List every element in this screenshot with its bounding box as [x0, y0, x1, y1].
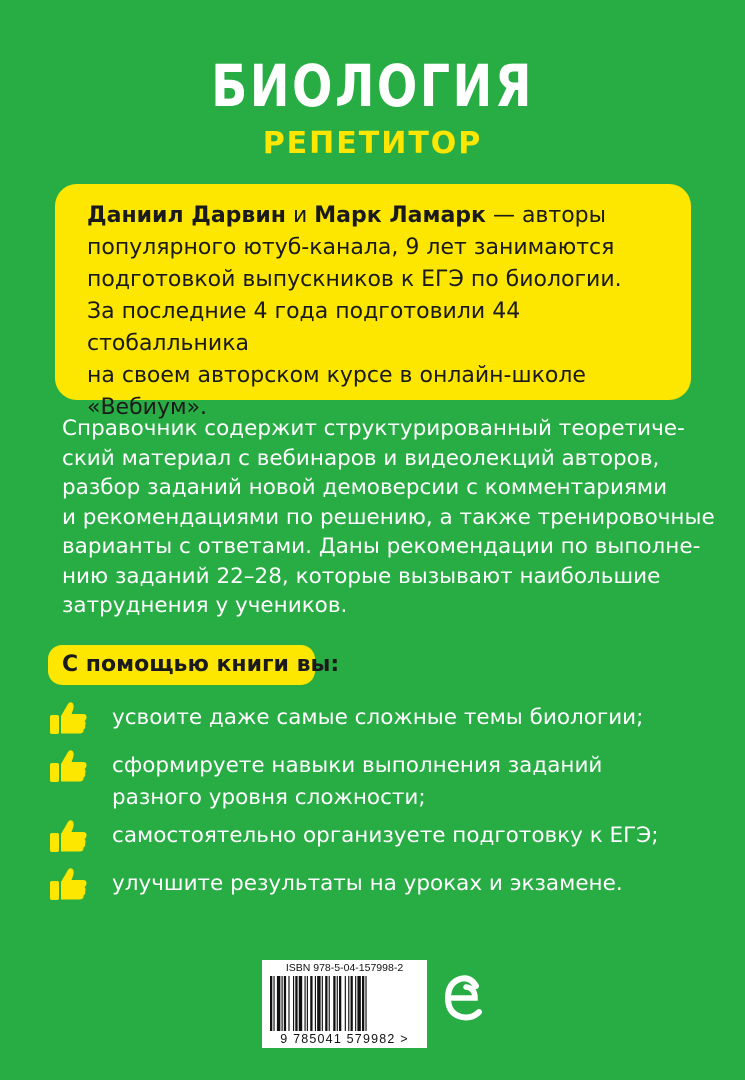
authors-line: популярного ютуб-канала, 9 лет занимаются [87, 235, 615, 260]
barcode-bar [348, 976, 349, 1031]
benefits-heading: С помощью книги вы: [48, 645, 315, 685]
authors-line-1 [87, 200, 671, 232]
description-line: затруднения у учеников. [62, 593, 348, 618]
barcode-bar [339, 976, 341, 1031]
description-line: варианты с ответами. Даны рекомендации по выполне- [62, 534, 701, 559]
barcode-bar [295, 976, 297, 1031]
description-line: Справочник содержит структурированный теоретиче- [62, 416, 685, 441]
barcode-bar [362, 976, 364, 1031]
barcode-bar [305, 976, 306, 1031]
authors-line: «Вебиум». [87, 395, 208, 420]
barcode-bar [270, 976, 272, 1031]
barcode-bar [293, 976, 294, 1031]
authors-box [55, 184, 691, 420]
description-line: и рекомендациями по решению, а также тренировочные [62, 504, 715, 530]
barcode-bar [351, 976, 353, 1031]
barcode-bar [325, 976, 327, 1031]
book-title: БИОЛОГИЯ [211, 52, 534, 120]
description-line: ский материал с вебинаров и видеолекций авторов, [62, 445, 660, 471]
author-lamarck: Марк Ламарк [314, 203, 486, 228]
benefit-text [112, 702, 722, 734]
barcode-bar [322, 976, 323, 1031]
barcode-bar [345, 976, 346, 1031]
authors-line-1-rest: — авторы [485, 203, 607, 228]
barcode-bar [317, 976, 320, 1031]
barcode-bar [337, 976, 338, 1031]
barcode-bar [357, 976, 360, 1031]
benefit-line: сформируете навыки выполнения заданий [112, 753, 603, 778]
author-darwin: Даниил Дарвин [87, 203, 286, 228]
barcode-bar [299, 976, 302, 1031]
eksmo-logo-icon [442, 968, 486, 1028]
benefit-line: разного уровня сложности; [112, 785, 426, 810]
description [62, 414, 715, 621]
benefit-line: самостоятельно организуете подготовку к ЕГЭ; [112, 823, 659, 848]
barcode-bar [273, 976, 274, 1031]
barcode-bar [277, 976, 280, 1031]
book-subtitle: РЕПЕТИТОР [262, 126, 483, 161]
barcode-bar [310, 976, 312, 1031]
authors-conj: и [285, 203, 315, 228]
benefit-line: усвоите даже самые сложные темы биологии; [112, 705, 644, 730]
barcode-bar [307, 976, 308, 1031]
barcode [262, 960, 427, 1048]
benefit-text [112, 750, 722, 814]
thumbs-up-icon [48, 818, 88, 854]
barcode-bar [355, 976, 356, 1031]
benefit-line: улучшите результаты на уроках и экзамене. [112, 871, 623, 896]
barcode-bar [333, 976, 335, 1031]
benefit-text [112, 820, 722, 852]
isbn-text: ISBN 978-5-04-157998-2 [285, 962, 404, 974]
thumbs-up-icon [48, 700, 88, 736]
barcode-bar [329, 976, 330, 1031]
authors-line: на своем авторском курсе в онлайн-школе [87, 363, 586, 388]
barcode-bar [288, 976, 289, 1031]
barcode-bar [315, 976, 316, 1031]
description-line: разбор заданий новой демоверсии с комментариями [62, 475, 668, 500]
barcode-bar [365, 976, 366, 1031]
thumbs-up-icon [48, 748, 88, 784]
description-line: нию заданий 22–28, которые вызывают наибольшие [62, 563, 661, 589]
authors-line: подготовкой выпускников к ЕГЭ по биологии. [87, 267, 622, 292]
thumbs-up-icon [48, 866, 88, 902]
barcode-digits: 9 785041 579982 > [280, 1032, 409, 1046]
benefit-text [112, 868, 722, 900]
barcode-bar [284, 976, 286, 1031]
authors-line: За последние 4 года подготовили 44 стобалльника [87, 299, 521, 356]
barcode-bar [282, 976, 283, 1031]
